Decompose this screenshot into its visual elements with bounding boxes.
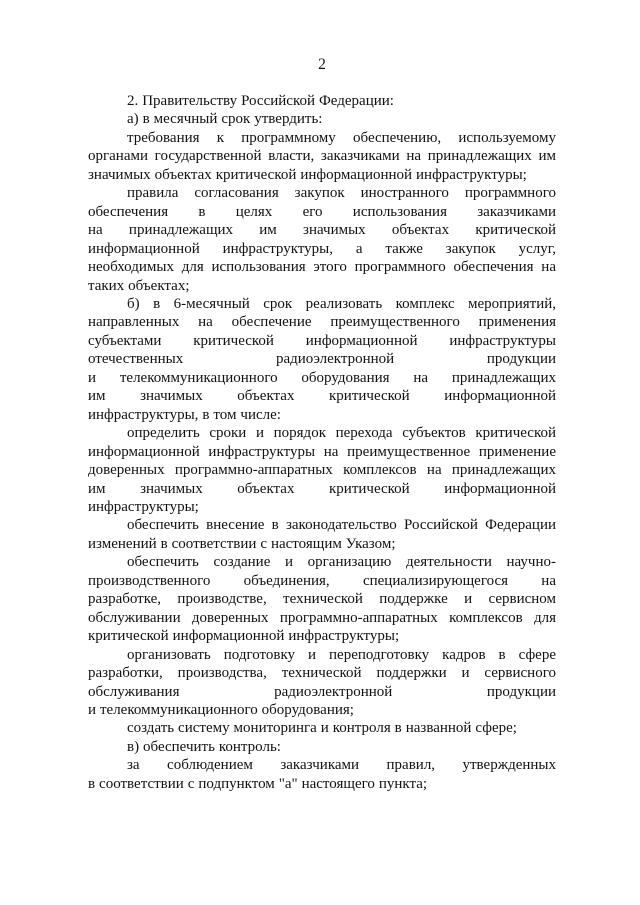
paragraph — [88, 516, 556, 553]
paragraph — [88, 646, 556, 720]
text-line: и телекоммуникационного оборудования; — [88, 701, 354, 718]
text-line: 2. Правительству Российской Федерации: — [127, 93, 394, 109]
text-line: обеспечить внесение в законодательство Российской Федерации — [127, 517, 556, 534]
paragraph — [88, 738, 556, 756]
text-line: обслуживания радиоэлектронной продукции — [88, 683, 556, 700]
page-number: 2 — [318, 56, 326, 73]
paragraph — [88, 129, 556, 184]
paragraph — [88, 110, 556, 128]
text-line: определить сроки и порядок перехода субъектов критической — [127, 425, 556, 442]
text-line: и телекоммуникационного оборудования на принадлежащих — [88, 369, 556, 386]
text-line: создать систему мониторинга и контроля в названной сфере; — [127, 720, 517, 737]
paragraph — [88, 295, 556, 424]
paragraph — [88, 553, 556, 645]
paragraph — [88, 719, 556, 737]
text-line: а) в месячный срок утвердить: — [127, 111, 323, 128]
text-line: в) обеспечить контроль: — [127, 738, 281, 755]
text-line: изменений в соответствии с настоящим Указом; — [88, 535, 396, 552]
text-line: необходимых для использования этого программного обеспечения на — [88, 259, 556, 276]
text-line: значимых объектах критической информационной инфраструктуры; — [88, 166, 527, 183]
text-line: им значимых объектах критической информационной — [88, 388, 556, 405]
text-line: обеспечения в целях его использования заказчиками — [88, 203, 556, 220]
text-line: разработки, производства, технической поддержки и сервисного — [88, 665, 556, 682]
text-line: направленных на обеспечение преимущественного применения — [88, 314, 556, 331]
text-line: обеспечить создание и организацию деятельности научно- — [127, 554, 556, 571]
text-line: разработке, производстве, технической поддержке и сервисном — [88, 591, 556, 608]
text-line: инфраструктуры; — [88, 498, 199, 515]
text-line: за соблюдением заказчиками правил, утвержденных — [127, 757, 556, 774]
paragraph — [88, 756, 556, 793]
text-line: таких объектах; — [88, 277, 190, 294]
text-line: производственного объединения, специализирующегося на — [88, 572, 556, 589]
text-line: информационной инфраструктуры, а также закупок услуг, — [88, 240, 556, 257]
text-line: на принадлежащих им значимых объектах критической — [88, 222, 556, 239]
document-body — [88, 92, 556, 793]
text-line: доверенных программно-аппаратных комплексов на принадлежащих — [88, 462, 556, 479]
text-line: б) в 6-месячный срок реализовать комплекс мероприятий, — [127, 295, 556, 312]
text-line: им значимых объектах критической информационной — [88, 480, 556, 497]
paragraph — [88, 184, 556, 295]
text-line: отечественных радиоэлектронной продукции — [88, 351, 556, 368]
text-line: требования к программному обеспечению, используемому — [127, 129, 556, 146]
text-line: в соответствии с подпунктом "а" настоящего пункта; — [88, 775, 428, 792]
paragraph — [88, 92, 556, 110]
text-line: органами государственной власти, заказчиками на принадлежащих им — [88, 148, 556, 165]
text-line: обслуживании доверенных программно-аппаратных комплексов для — [88, 609, 556, 626]
text-line: правила согласования закупок иностранного программного — [127, 185, 556, 202]
text-line: инфраструктуры, в том числе: — [88, 406, 281, 423]
text-line: информационной инфраструктуры на преимущественное применение — [88, 443, 556, 460]
text-line: субъектами критической информационной инфраструктуры — [88, 332, 556, 349]
paragraph — [88, 424, 556, 516]
text-line: критической информационной инфраструктуры; — [88, 628, 400, 645]
text-line: организовать подготовку и переподготовку кадров в сфере — [127, 646, 556, 663]
